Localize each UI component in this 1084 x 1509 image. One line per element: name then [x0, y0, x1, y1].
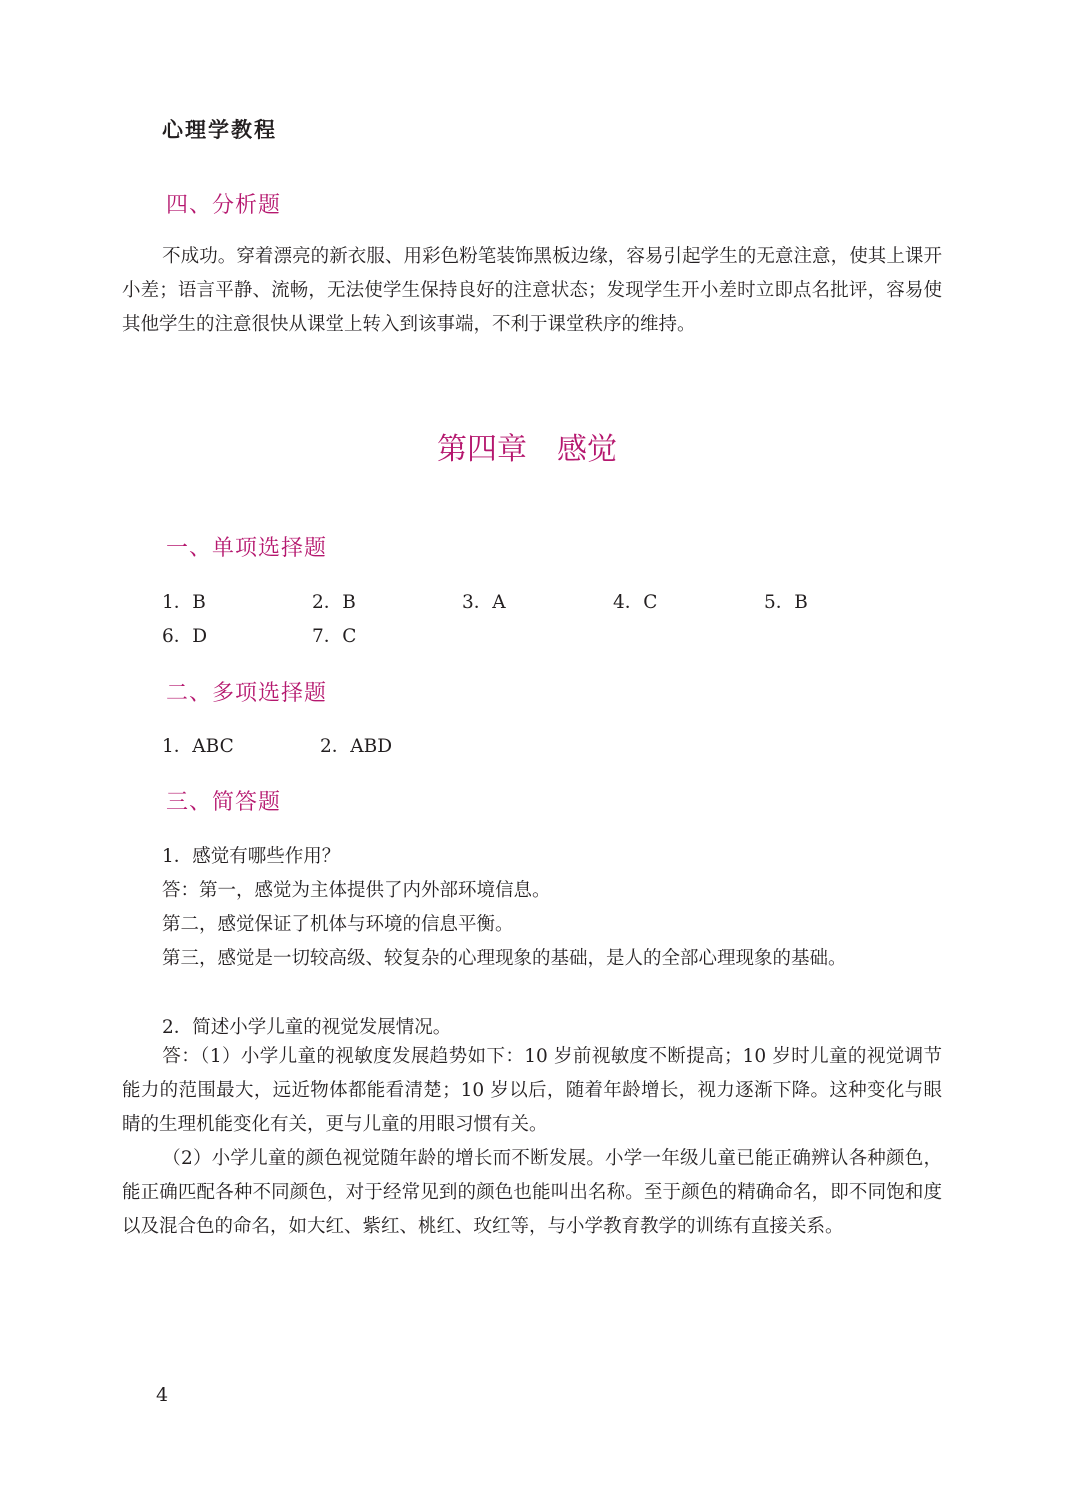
running-head: 心理学教程 [162, 118, 277, 142]
answer-item: 1．B [162, 592, 206, 613]
answer-item: 3．A [462, 592, 506, 613]
page-number: 4 [156, 1384, 169, 1406]
answer-2-text-1: 答：（1）小学儿童的视敏度发展趋势如下：10 岁前视敏度不断提高；10 岁时儿童的视觉调节能力的范围最大，远近物体都能看清楚；10 岁以后，随着年龄增长，视力逐渐下降。这种变化与眼睛的生理机能变化有关，更与儿童的用眼习惯有关。 [122, 1046, 942, 1135]
section-title-single-choice: 一、单项选择题 [166, 536, 328, 561]
answer-item: 5．B [764, 592, 808, 613]
answer-2-text-2: （2）小学儿童的颜色视觉随年龄的增长而不断发展。小学一年级儿童已能正确辨认各种颜色，能正确匹配各种不同颜色，对于经常见到的颜色也能叫出名称。至于颜色的精确命名，即不同饱和度以及混合色的命名，如大红、紫红、桃红、玫红等，与小学教育教学的训练有直接关系。 [122, 1148, 942, 1237]
chapter-title: 第四章 感觉 [437, 432, 617, 467]
question-2: 2．简述小学儿童的视觉发展情况。 [162, 1017, 452, 1038]
section-title-short-answer: 三、简答题 [166, 790, 282, 815]
answer-item: 6．D [162, 626, 208, 647]
section-title-analysis: 四、分析题 [166, 193, 282, 218]
answer-1-line-2: 第二，感觉保证了机体与环境的信息平衡。 [162, 914, 514, 935]
answer-1-line-1: 答：第一，感觉为主体提供了内外部环境信息。 [162, 880, 551, 901]
section-title-multi-choice: 二、多项选择题 [166, 681, 328, 706]
answer-item: 7．C [312, 626, 357, 647]
answer-item: 4．C [613, 592, 658, 613]
answer-item: 2．B [312, 592, 356, 613]
answer-2-paragraph-2 [122, 1142, 942, 1244]
answer-item: 1．ABC [162, 736, 234, 757]
answer-2-paragraph-1 [122, 1040, 942, 1142]
analysis-text: 不成功。穿着漂亮的新衣服、用彩色粉笔装饰黑板边缘，容易引起学生的无意注意，使其上课开小差；语言平静、流畅，无法使学生保持良好的注意状态；发现学生开小差时立即点名批评，容易使其他学生的注意很快从课堂上转入到该事端，不利于课堂秩序的维持。 [122, 246, 942, 335]
analysis-paragraph [122, 240, 942, 342]
answer-1-line-3: 第三，感觉是一切较高级、较复杂的心理现象的基础，是人的全部心理现象的基础。 [162, 948, 847, 969]
answer-item: 2．ABD [320, 736, 393, 757]
question-1: 1．感觉有哪些作用？ [162, 846, 341, 867]
